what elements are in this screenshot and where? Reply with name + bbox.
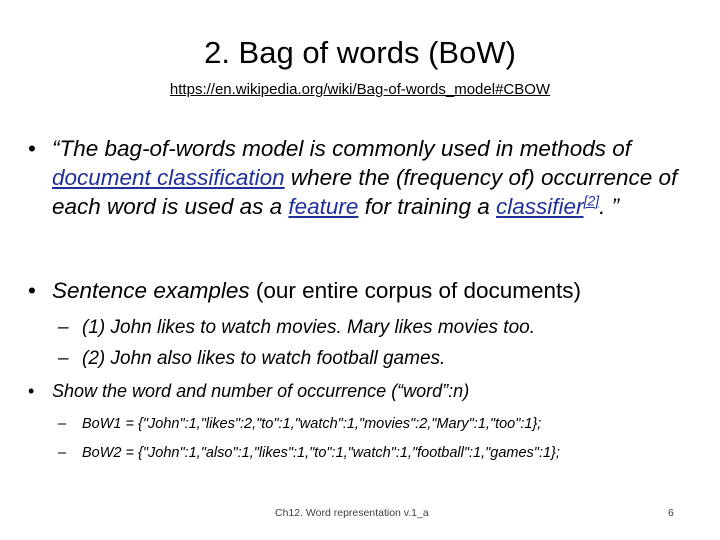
- bullet-marker: •: [28, 136, 36, 161]
- sentence-1: [58, 315, 708, 340]
- sentence-2: [58, 346, 708, 371]
- sentence-examples-label: Sentence examples: [52, 278, 250, 303]
- bow2-line: [58, 443, 718, 463]
- slide-footer: Ch12. Word representation v.1_a: [275, 507, 429, 519]
- dash-marker: –: [58, 348, 69, 369]
- dash-marker: –: [58, 416, 67, 432]
- sentence-2-text: (2) John also likes to watch football games.: [82, 348, 446, 369]
- dash-marker: –: [58, 445, 67, 461]
- link-document-classification[interactable]: document classification: [52, 165, 285, 190]
- bullet-marker: •: [28, 278, 36, 303]
- page-number: 6: [668, 507, 674, 519]
- bullet-show-word: [28, 379, 708, 403]
- sentence-examples-rest: (our entire corpus of documents): [249, 278, 582, 303]
- dash-marker: –: [58, 317, 69, 338]
- quote-part: “The bag-of-words model is commonly used in methods of: [52, 136, 632, 161]
- quote-part: for training a: [358, 194, 497, 219]
- quote-part: where the (frequency of) occurrence of each word is used as a: [52, 165, 678, 219]
- link-feature[interactable]: feature: [288, 194, 359, 219]
- bullet-sentence-examples: [28, 276, 708, 305]
- quote-part: . ”: [599, 194, 620, 219]
- bow1-text: BoW1 = {"John":1,"likes":2,"to":1,"watch":1,"movies":2,"Mary":1,"too":1};: [82, 416, 542, 432]
- bullet-sentence-examples-text: [52, 276, 708, 305]
- bullet-marker: •: [28, 381, 35, 401]
- bullet-quote: [28, 134, 708, 221]
- slide-title: 2. Bag of words (BoW): [204, 35, 516, 70]
- link-classifier[interactable]: classifier: [496, 194, 584, 219]
- bow1-line: [58, 414, 718, 434]
- sentence-1-text: (1) John likes to watch movies. Mary likes movies too.: [82, 317, 535, 338]
- source-url: [0, 80, 720, 100]
- citation-superscript[interactable]: [2]: [583, 192, 600, 209]
- bow2-text: BoW2 = {"John":1,"also":1,"likes":1,"to":1,"watch":1,"football":1,"games":1};: [82, 445, 560, 461]
- source-url-link[interactable]: https://en.wikipedia.org/wiki/Bag-of-words_model#CBOW: [169, 81, 551, 98]
- bullet-quote-text: [52, 134, 708, 221]
- bullet-show-word-text: Show the word and number of occurrence (“word”:n): [52, 381, 470, 401]
